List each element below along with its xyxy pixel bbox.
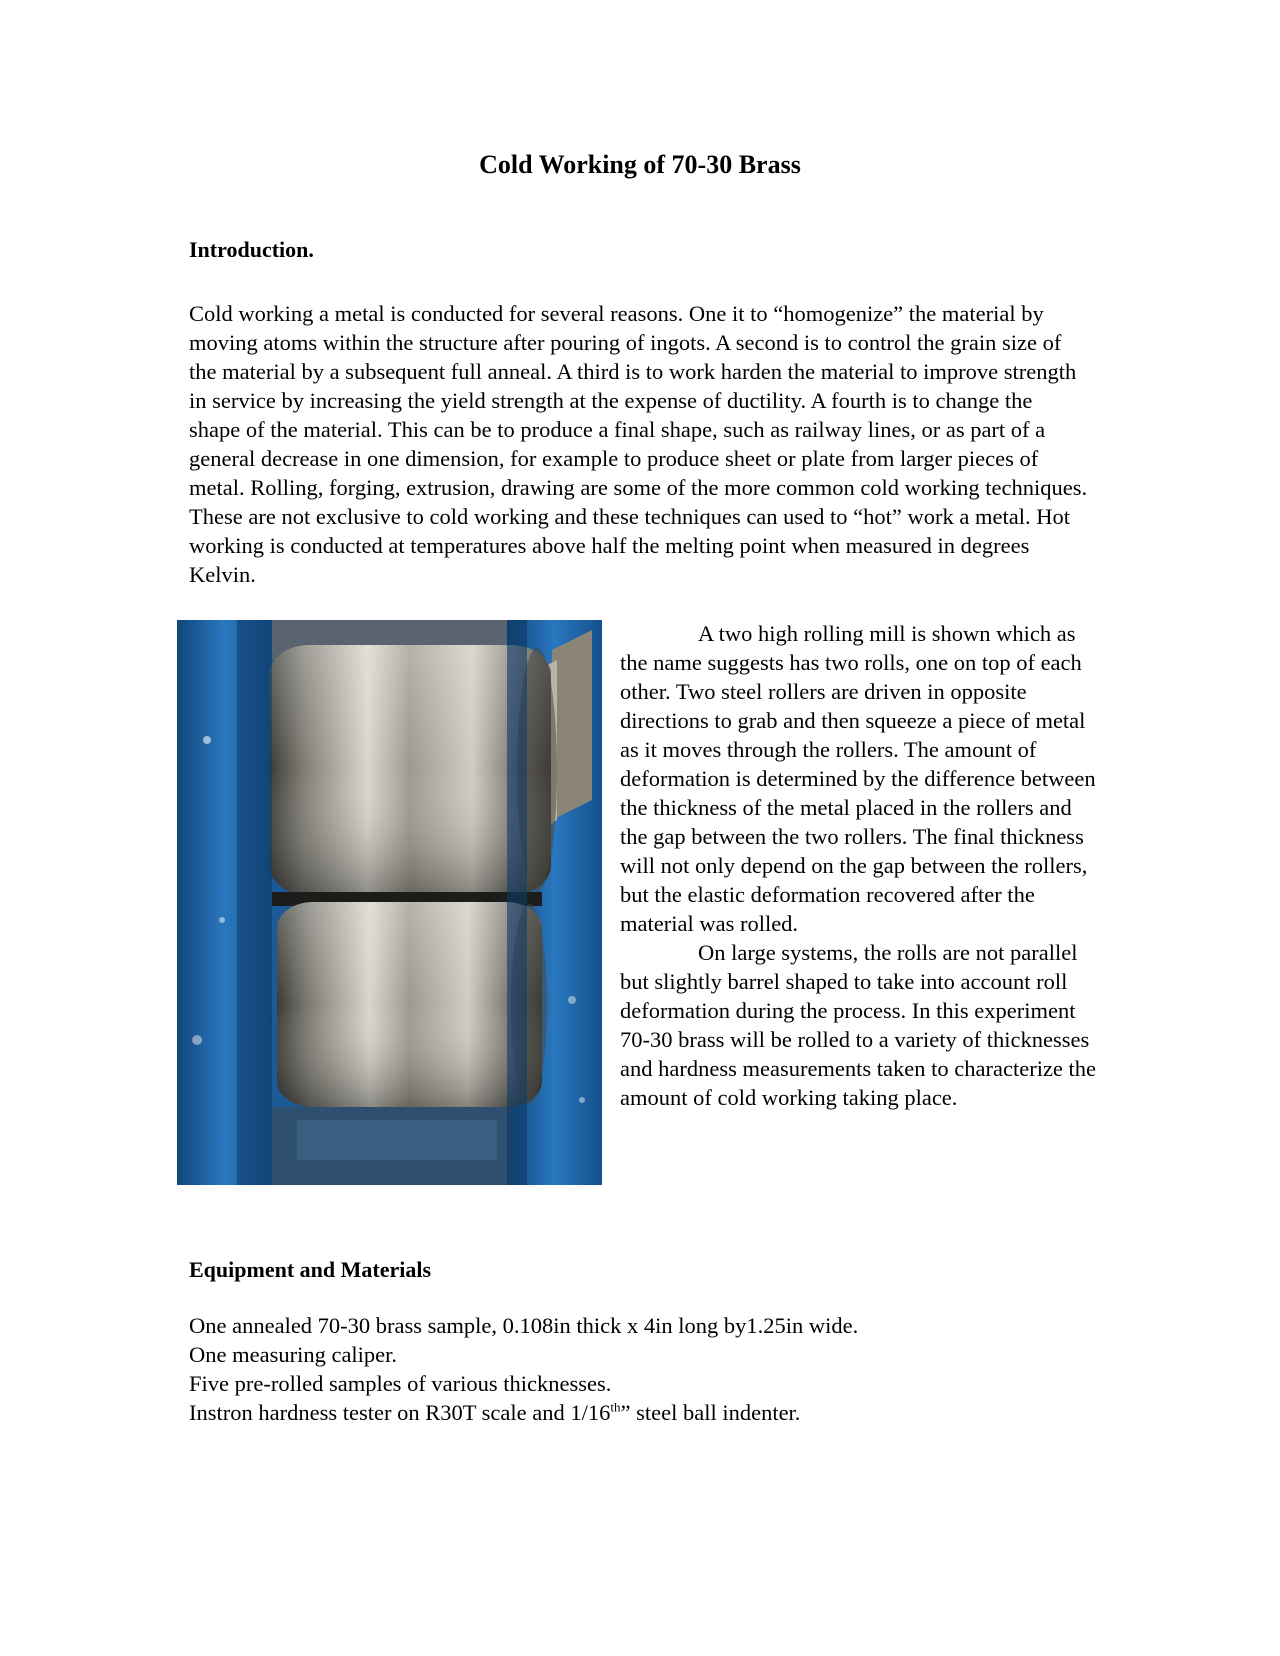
list-item: One measuring caliper. (189, 1342, 398, 1367)
list-item: Five pre-rolled samples of various thicknesses. (189, 1371, 612, 1396)
rolling-mill-description (620, 619, 1100, 1112)
equipment-heading: Equipment and Materials (189, 1257, 432, 1282)
hardness-tester-text: Instron hardness tester on R30T scale and 1/16 (189, 1400, 611, 1425)
introduction-paragraph: Cold working a metal is conducted for several reasons. One it to “homogenize” the material by moving atoms within the structure after pouring of ingots. A second is to control the grain size of the material by a subsequent full anneal. A third is to work harden the material to improve strength in service by increasing the yield strength at the expense of ductility. A fourth is to change the shape of the material. This can be to produce a final shape, such as railway lines, or as part of a general decrease in one dimension, for example to produce sheet or plate from larger pieces of metal. Rolling, forging, extrusion, drawing are some of the more common cold working techniques. These are not exclusive to cold working and these techniques can used to “hot” work a metal. Hot working is conducted at temperatures above half the melting point when measured in degrees Kelvin. (189, 301, 1088, 587)
list-item: One annealed 70-30 brass sample, 0.108in thick x 4in long by1.25in wide. (189, 1313, 859, 1338)
document-title: Cold Working of 70-30 Brass (479, 150, 801, 179)
list-item (189, 1398, 1089, 1427)
superscript-th: th (610, 1399, 621, 1415)
introduction-heading: Introduction. (189, 237, 314, 262)
indenter-text: ” steel ball indenter. (620, 1400, 801, 1425)
large-systems-paragraph: On large systems, the rolls are not parallel but slightly barrel shaped to take into account roll deformation during the process. In this experiment 70-30 brass will be rolled to a variety of thicknesses and hardness measurements taken to characterize the amount of cold working taking place. (620, 940, 1097, 1110)
equipment-list (189, 1311, 1089, 1427)
rolling-mill-photo (177, 620, 602, 1185)
mill-paragraph: A two high rolling mill is shown which as the name suggests has two rolls, one on top of each other. Two steel rollers are driven in opposite directions to grab and then squeeze a piece of metal as it moves through the rollers. The amount of deformation is determined by the difference between the thickness of the metal placed in the rollers and the gap between the two rollers. The final thickness will not only depend on the gap between the rollers, but the elastic deformation recovered after the material was rolled. (620, 621, 1096, 936)
